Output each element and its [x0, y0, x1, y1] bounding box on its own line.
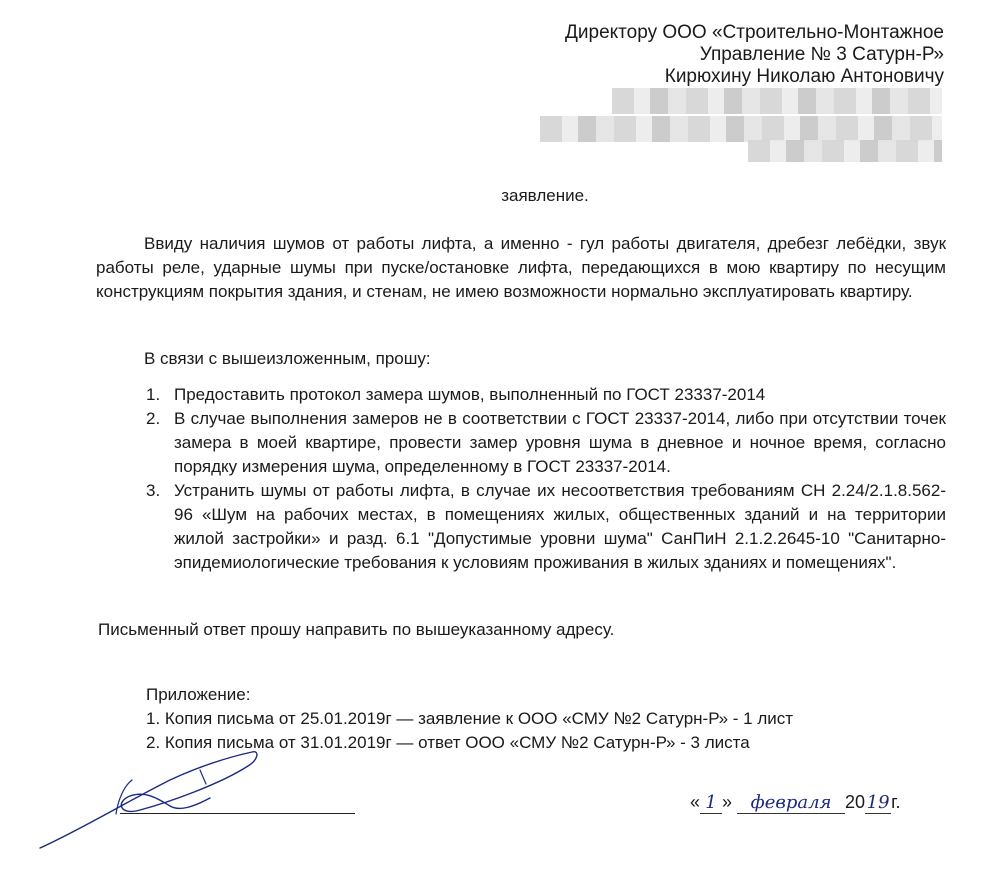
- attachments-heading: Приложение:: [146, 685, 251, 704]
- request-list: [146, 383, 946, 575]
- date-year-suffix: 19: [866, 792, 890, 813]
- list-item-text: В случае выполнения замеров не в соответствии с ГОСТ 23337-2014, либо при отсутствии точек замера в моей квартире, провести замер уровня шума в дневное и ночное время, согласно порядку измерения шума, определенному в ГОСТ 23337-2014.: [174, 409, 946, 476]
- addressee-line-1: Директору ООО «Строительно-Монтажное: [565, 22, 944, 43]
- date-year-prefix: 20: [845, 792, 866, 812]
- date-close-quote: »: [722, 792, 733, 812]
- signature-line: [120, 813, 355, 814]
- intro-paragraph: Ввиду наличия шумов от работы лифта, а именно - гул работы двигателя, дребезг лебёдки, звук работы реле, ударные шумы при пуске/остановке лифта, передающихся в мою квартиру по несущим конструкциям покрытия здания, и стенам, не имею возможности нормально эксплуатировать квартиру.: [96, 234, 946, 301]
- list-item: [146, 407, 946, 479]
- answer-request: Письменный ответ прошу направить по вышеуказанному адресу.: [98, 620, 615, 639]
- date-open-quote: «: [690, 792, 701, 812]
- addressee-block: [565, 22, 944, 88]
- list-item-text: Предоставить протокол замера шумов, выполненный по ГОСТ 23337-2014: [174, 385, 766, 404]
- attachment-item: 2. Копия письма от 31.01.2019г — ответ ООО «СМУ №2 Сатурн-Р» - 3 листа: [146, 733, 750, 752]
- attachment-item: 1. Копия письма от 25.01.2019г — заявление к ООО «СМУ №2 Сатурн-Р» - 1 лист: [146, 709, 794, 728]
- list-item-number: 2.: [146, 409, 161, 428]
- signature-date: [690, 792, 900, 814]
- list-item: [146, 383, 946, 407]
- date-year-end: г.: [891, 792, 901, 812]
- list-item: [146, 479, 946, 575]
- list-item-number: 1.: [146, 385, 161, 404]
- redacted-sender-line-3: [748, 140, 942, 162]
- date-month: февраля: [750, 792, 832, 813]
- date-day: 1: [705, 792, 717, 813]
- list-item-number: 3.: [146, 481, 161, 500]
- handwritten-signature: [20, 740, 280, 860]
- redacted-sender-line-1: [612, 88, 942, 114]
- addressee-line-3: Кирюхину Николаю Антоновичу: [664, 66, 944, 87]
- request-intro: В связи с вышеизложенным, прошу:: [144, 349, 431, 368]
- list-item-text: Устранить шумы от работы лифта, в случае их несоответствия требованиям СН 2.24/2.1.8.562-96 «Шум на рабочих местах, в помещениях жилых, общественных зданий и на территории жилой застройки» и разд. 6.1 "Допустимые уровни шума" СанПиН 2.1.2.2645-10 "Санитарно-эпидемиологические требования к условиям проживания в жилых зданиях и помещениях".: [174, 481, 946, 572]
- document-title: заявление.: [501, 186, 589, 205]
- redacted-sender-line-2: [540, 116, 942, 142]
- addressee-line-2: Управление № 3 Сатурн-Р»: [699, 44, 944, 65]
